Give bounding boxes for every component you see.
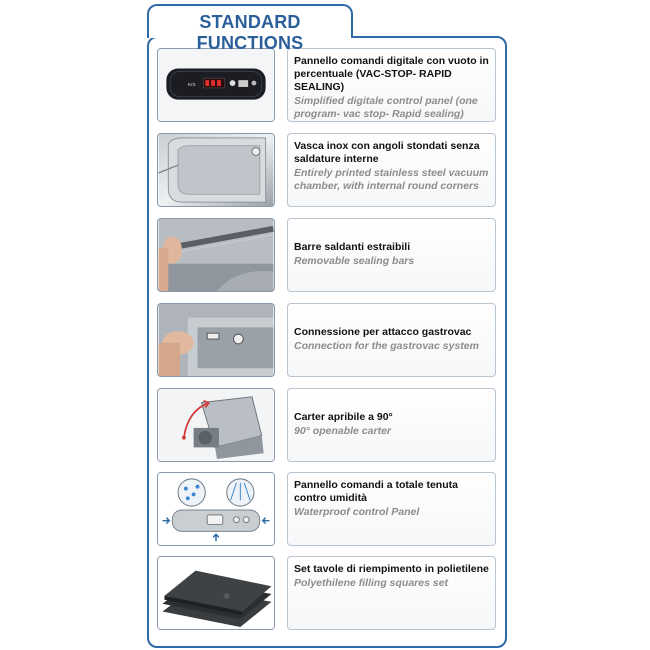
feature-row: [155, 472, 500, 548]
feature-card: [287, 472, 496, 546]
header-tab: [147, 4, 353, 53]
feature-row: [155, 556, 500, 632]
feature-card: [287, 556, 496, 630]
filling-boards-photo: [157, 556, 275, 630]
gastrovac-connection-photo: [157, 303, 275, 377]
feature-title-it: Pannello comandi digitale con vuoto in percentuale (VAC-STOP- RAPID SEALING): [294, 55, 489, 93]
waterproof-panel-illustration: [157, 472, 275, 546]
svg-text:K/S: K/S: [187, 82, 196, 88]
feature-card: [287, 303, 496, 377]
feature-row: [155, 303, 500, 379]
feature-card: [287, 133, 496, 207]
stainless-chamber-photo: [157, 133, 275, 207]
feature-title-it: Carter apribile a 90°: [294, 410, 393, 423]
feature-title-it: Vasca inox con angoli stondati senza saldature interne: [294, 140, 480, 165]
feature-title-en: Simplified digitale control panel (one program- vac stop- Rapid sealing): [294, 95, 478, 120]
feature-title-en: 90° openable carter: [294, 424, 391, 437]
feature-title-it: Set tavole di riempimento in polietilene: [294, 563, 489, 575]
feature-title-it: Barre saldanti estraibili: [294, 240, 411, 253]
page-title: STANDARD FUNCTIONS: [196, 12, 304, 53]
feature-row: [155, 48, 500, 124]
feature-title-en: Entirely printed stainless steel vacuum chamber, with internal round corners: [294, 167, 489, 192]
feature-title-en: Polyethilene filling squares set: [294, 577, 449, 589]
feature-row: [155, 388, 500, 464]
feature-card: [287, 388, 496, 462]
feature-row: [155, 133, 500, 209]
feature-card: [287, 48, 496, 122]
digital-control-panel-photo: [157, 48, 275, 122]
sealing-bar-photo: [157, 218, 275, 292]
feature-title-en: Removable sealing bars: [294, 254, 415, 267]
feature-card: [287, 218, 496, 292]
feature-title-en: Waterproof control Panel: [294, 506, 420, 518]
feature-title-en: Connection for the gastrovac system: [294, 339, 479, 352]
feature-title-it: Connessione per attacco gastrovac: [294, 325, 472, 338]
openable-carter-photo: [157, 388, 275, 462]
feature-title-it: Pannello comandi a totale tenuta contro umidità: [294, 479, 458, 504]
feature-row: [155, 218, 500, 294]
